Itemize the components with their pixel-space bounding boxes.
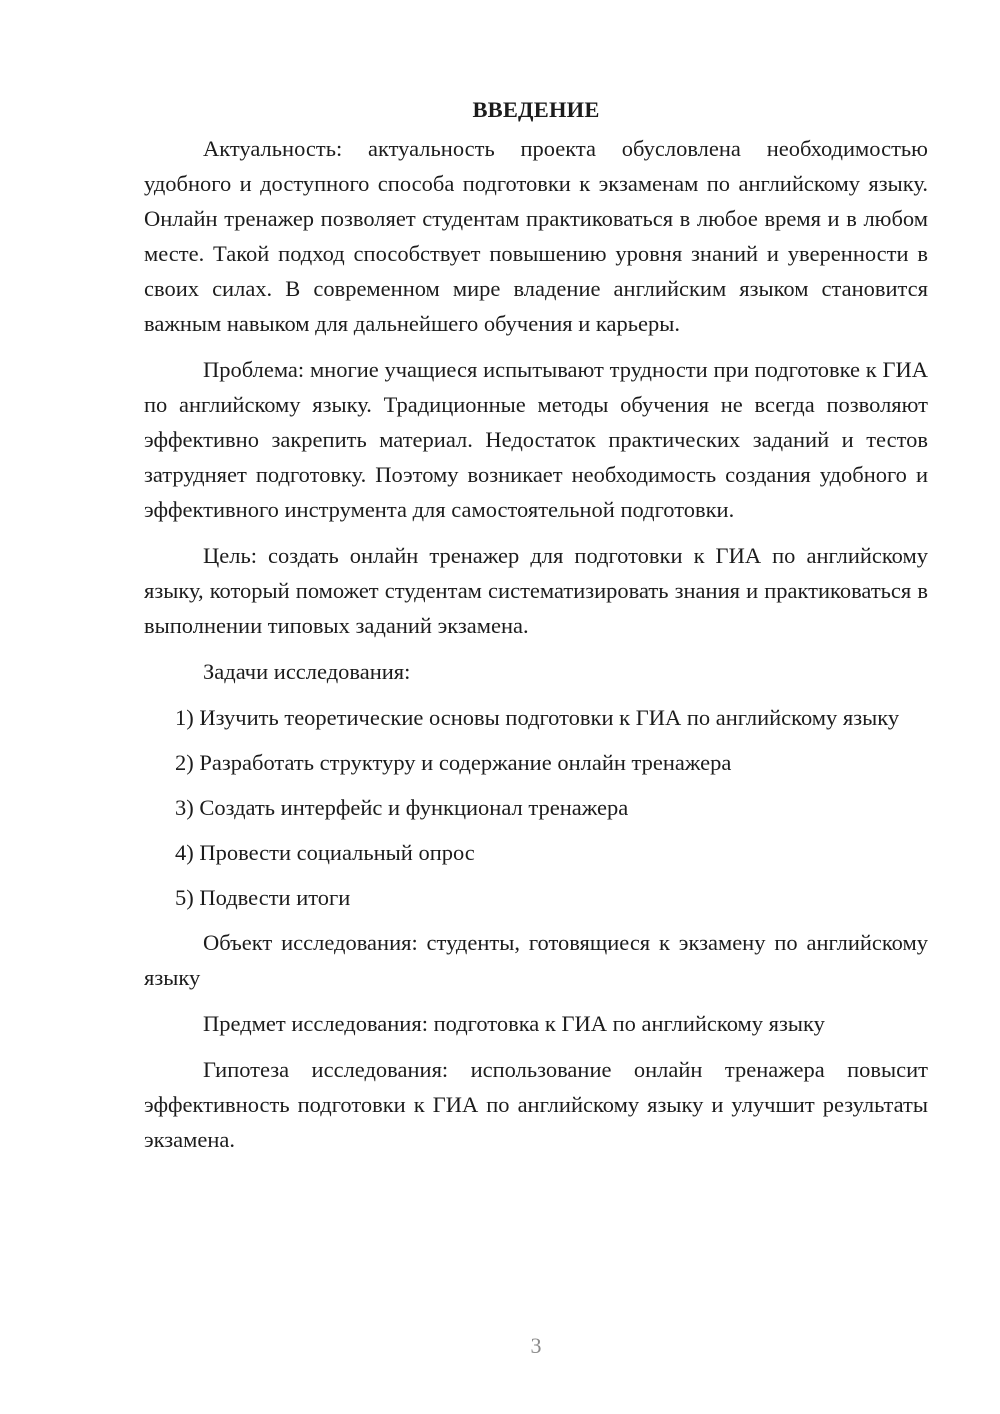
task-item: 2) Разработать структуру и содержание онлайн тренажера bbox=[175, 750, 732, 775]
hypothesis-paragraph: Гипотеза исследования: использование онлайн тренажера повысит эффективность подготовки к ГИА по английскому языку и улучшит результаты экзамена. bbox=[144, 1057, 928, 1152]
task-item: 4) Провести социальный опрос bbox=[175, 840, 475, 865]
tasks-title: Задачи исследования: bbox=[203, 659, 411, 684]
tasks-list bbox=[144, 700, 928, 915]
problem-paragraph: Проблема: многие учащиеся испытывают трудности при подготовке к ГИА по английскому языку. Традиционные методы обучения не всегда позволяют эффективно закрепить материал. Недостаток практических заданий и тестов затрудняет подготовку. Поэтому возникает необходимость создания удобного и эффективного инструмента для самостоятельной подготовки. bbox=[144, 357, 928, 522]
page-number: 3 bbox=[530, 1333, 542, 1358]
task-item: 1) Изучить теоретические основы подготовки к ГИА по английскому языку bbox=[175, 705, 900, 730]
task-item: 5) Подвести итоги bbox=[175, 885, 351, 910]
object-paragraph: Объект исследования: студенты, готовящиеся к экзамену по английскому языку bbox=[144, 930, 928, 990]
relevance-paragraph: Актуальность: актуальность проекта обусловлена необходимостью удобного и доступного способа подготовки к экзаменам по английскому языку. Онлайн тренажер позволяет студентам практиковаться в любое время и в любом месте. Такой подход способствует повышению уровня знаний и уверенности в своих силах. В современном мире владение английским языком становится важным навыком для дальнейшего обучения и карьеры. bbox=[144, 136, 928, 336]
goal-paragraph: Цель: создать онлайн тренажер для подготовки к ГИА по английскому языку, который поможет студентам систематизировать знания и практиковаться в выполнении типовых заданий экзамена. bbox=[144, 543, 928, 638]
subject-paragraph: Предмет исследования: подготовка к ГИА по английскому языку bbox=[203, 1011, 825, 1036]
task-item: 3) Создать интерфейс и функционал тренажера bbox=[175, 795, 629, 820]
section-heading: ВВЕДЕНИЕ bbox=[472, 97, 600, 122]
page-content bbox=[144, 92, 928, 1168]
